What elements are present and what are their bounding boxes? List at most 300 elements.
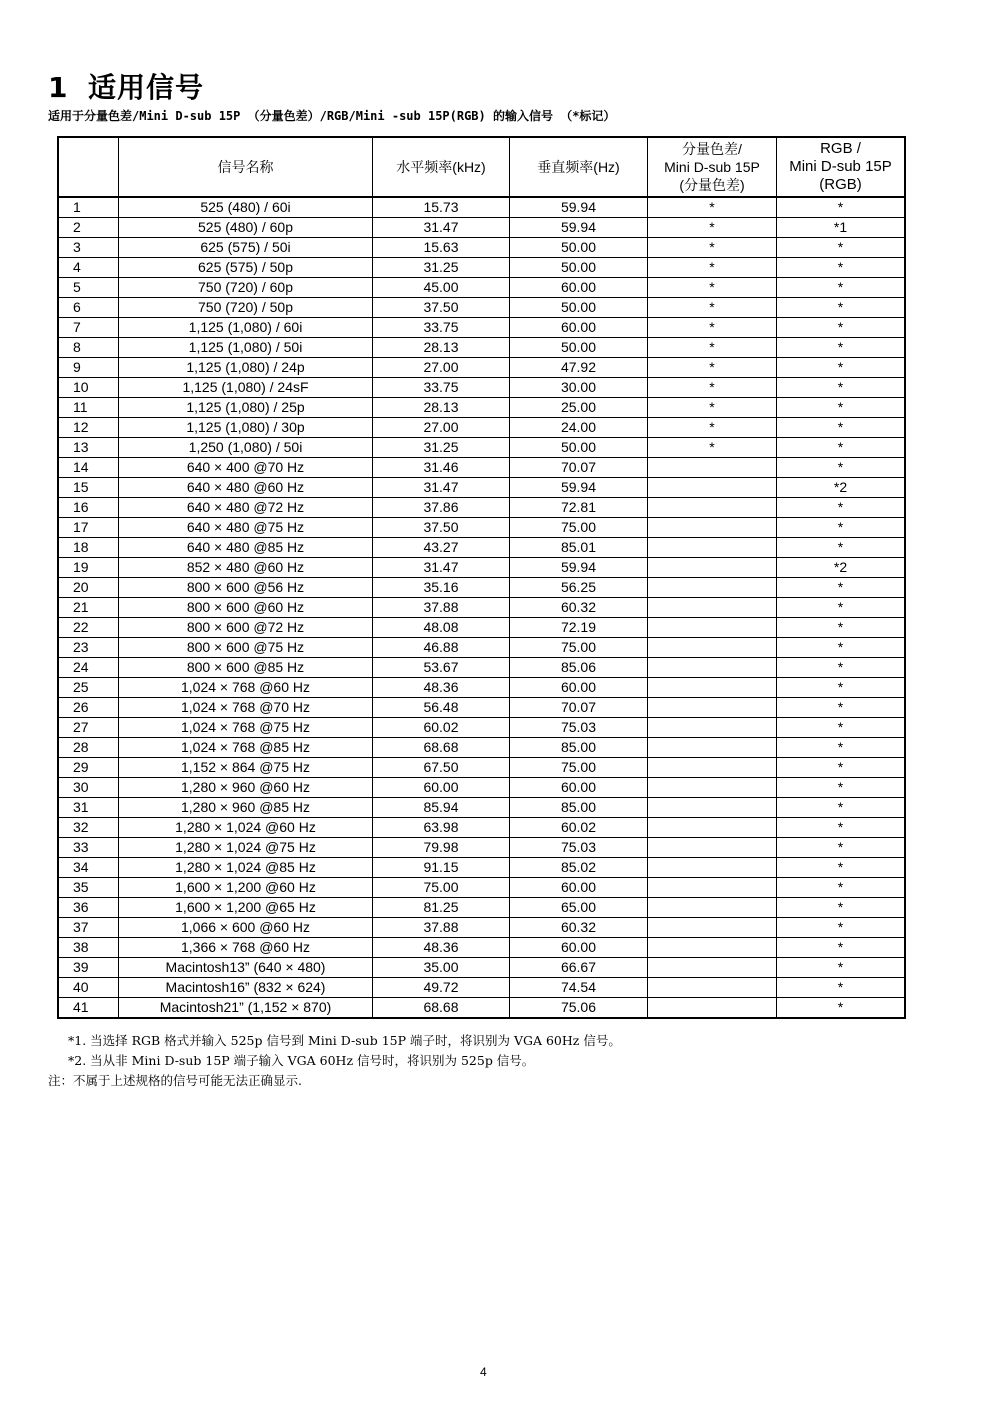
cell-h-freq: 37.88 — [373, 918, 510, 938]
cell-v-freq: 75.03 — [510, 838, 648, 858]
table-row — [58, 758, 905, 778]
cell-rgb: * — [777, 618, 906, 638]
footnotes — [48, 1031, 621, 1091]
table-row — [58, 238, 905, 258]
cell-h-freq: 31.47 — [373, 478, 510, 498]
cell-signal-name: Macintosh13” (640 × 480) — [119, 958, 373, 978]
cell-component: * — [648, 298, 777, 318]
cell-rgb: * — [777, 438, 906, 458]
cell-signal-name: 1,600 × 1,200 @60 Hz — [119, 878, 373, 898]
cell-rgb: * — [777, 798, 906, 818]
cell-component: * — [648, 318, 777, 338]
cell-component: * — [648, 338, 777, 358]
cell-no: 37 — [58, 918, 119, 938]
cell-rgb: * — [777, 718, 906, 738]
cell-h-freq: 68.68 — [373, 998, 510, 1019]
cell-no: 22 — [58, 618, 119, 638]
cell-signal-name: 640 × 480 @75 Hz — [119, 518, 373, 538]
cell-component — [648, 858, 777, 878]
cell-component — [648, 838, 777, 858]
cell-v-freq: 50.00 — [510, 338, 648, 358]
cell-component — [648, 798, 777, 818]
cell-component — [648, 678, 777, 698]
cell-v-freq: 59.94 — [510, 558, 648, 578]
table-row — [58, 338, 905, 358]
cell-component — [648, 638, 777, 658]
cell-h-freq: 27.00 — [373, 358, 510, 378]
cell-component — [648, 538, 777, 558]
cell-no: 39 — [58, 958, 119, 978]
cell-component — [648, 878, 777, 898]
cell-no: 19 — [58, 558, 119, 578]
cell-v-freq: 70.07 — [510, 458, 648, 478]
cell-no: 30 — [58, 778, 119, 798]
cell-h-freq: 31.25 — [373, 258, 510, 278]
cell-v-freq: 85.00 — [510, 798, 648, 818]
cell-h-freq: 15.73 — [373, 197, 510, 218]
cell-h-freq: 28.13 — [373, 338, 510, 358]
page-title — [48, 66, 204, 106]
cell-v-freq: 59.94 — [510, 197, 648, 218]
cell-signal-name: 625 (575) / 50p — [119, 258, 373, 278]
cell-signal-name: 1,250 (1,080) / 50i — [119, 438, 373, 458]
cell-h-freq: 48.36 — [373, 938, 510, 958]
table-row — [58, 718, 905, 738]
cell-signal-name: 1,024 × 768 @85 Hz — [119, 738, 373, 758]
cell-h-freq: 67.50 — [373, 758, 510, 778]
table-row — [58, 418, 905, 438]
cell-v-freq: 66.67 — [510, 958, 648, 978]
cell-v-freq: 24.00 — [510, 418, 648, 438]
cell-rgb: * — [777, 318, 906, 338]
header-h-freq: 水平频率(kHz) — [373, 137, 510, 197]
cell-signal-name: 1,125 (1,080) / 25p — [119, 398, 373, 418]
cell-component: * — [648, 378, 777, 398]
cell-no: 32 — [58, 818, 119, 838]
cell-v-freq: 65.00 — [510, 898, 648, 918]
cell-signal-name: 1,024 × 768 @70 Hz — [119, 698, 373, 718]
cell-no: 33 — [58, 838, 119, 858]
cell-signal-name: 1,125 (1,080) / 50i — [119, 338, 373, 358]
cell-h-freq: 79.98 — [373, 838, 510, 858]
cell-component — [648, 778, 777, 798]
cell-v-freq: 30.00 — [510, 378, 648, 398]
cell-v-freq: 85.01 — [510, 538, 648, 558]
cell-h-freq: 49.72 — [373, 978, 510, 998]
cell-component — [648, 758, 777, 778]
cell-no: 26 — [58, 698, 119, 718]
cell-no: 24 — [58, 658, 119, 678]
cell-no: 34 — [58, 858, 119, 878]
cell-component — [648, 558, 777, 578]
cell-h-freq: 15.63 — [373, 238, 510, 258]
cell-v-freq: 60.00 — [510, 318, 648, 338]
cell-no: 14 — [58, 458, 119, 478]
cell-component: * — [648, 418, 777, 438]
cell-v-freq: 60.32 — [510, 598, 648, 618]
cell-h-freq: 33.75 — [373, 318, 510, 338]
table-row — [58, 578, 905, 598]
cell-v-freq: 47.92 — [510, 358, 648, 378]
cell-rgb: *1 — [777, 218, 906, 238]
cell-no: 38 — [58, 938, 119, 958]
cell-h-freq: 75.00 — [373, 878, 510, 898]
cell-h-freq: 63.98 — [373, 818, 510, 838]
cell-v-freq: 85.02 — [510, 858, 648, 878]
cell-component: * — [648, 398, 777, 418]
table-row — [58, 518, 905, 538]
cell-h-freq: 33.75 — [373, 378, 510, 398]
cell-rgb: * — [777, 758, 906, 778]
cell-h-freq: 31.25 — [373, 438, 510, 458]
cell-v-freq: 59.94 — [510, 478, 648, 498]
cell-rgb: * — [777, 398, 906, 418]
cell-component — [648, 498, 777, 518]
cell-signal-name: Macintosh21” (1,152 × 870) — [119, 998, 373, 1019]
cell-component — [648, 738, 777, 758]
cell-signal-name: 1,066 × 600 @60 Hz — [119, 918, 373, 938]
cell-no: 17 — [58, 518, 119, 538]
cell-rgb: * — [777, 278, 906, 298]
cell-no: 36 — [58, 898, 119, 918]
cell-signal-name: 640 × 480 @72 Hz — [119, 498, 373, 518]
footnote-2: *2. 当从非 Mini D-sub 15P 端子输入 VGA 60Hz 信号时，将识别为 525p 信号。 — [68, 1053, 535, 1068]
cell-signal-name: 1,125 (1,080) / 30p — [119, 418, 373, 438]
table-row — [58, 378, 905, 398]
signal-table — [57, 136, 906, 1019]
table-row — [58, 938, 905, 958]
cell-no: 10 — [58, 378, 119, 398]
cell-rgb: * — [777, 498, 906, 518]
cell-h-freq: 91.15 — [373, 858, 510, 878]
cell-rgb: * — [777, 878, 906, 898]
cell-h-freq: 81.25 — [373, 898, 510, 918]
table-row — [58, 838, 905, 858]
cell-rgb: * — [777, 258, 906, 278]
cell-no: 21 — [58, 598, 119, 618]
header-rgb-line1: RGB / — [820, 140, 861, 157]
cell-no: 7 — [58, 318, 119, 338]
cell-rgb: * — [777, 358, 906, 378]
cell-no: 13 — [58, 438, 119, 458]
cell-component — [648, 938, 777, 958]
cell-signal-name: 1,152 × 864 @75 Hz — [119, 758, 373, 778]
page-subtitle: 适用于分量色差/Mini D-sub 15P （分量色差）/RGB/Mini -sub 15P(RGB) 的输入信号 （*标记） — [48, 109, 616, 123]
table-row — [58, 478, 905, 498]
cell-component: * — [648, 278, 777, 298]
cell-no: 16 — [58, 498, 119, 518]
cell-h-freq: 48.36 — [373, 678, 510, 698]
table-row — [58, 598, 905, 618]
cell-signal-name: 800 × 600 @75 Hz — [119, 638, 373, 658]
cell-h-freq: 37.86 — [373, 498, 510, 518]
cell-rgb: * — [777, 678, 906, 698]
cell-signal-name: 625 (575) / 50i — [119, 238, 373, 258]
cell-signal-name: 640 × 480 @60 Hz — [119, 478, 373, 498]
cell-rgb: * — [777, 978, 906, 998]
cell-v-freq: 75.00 — [510, 518, 648, 538]
cell-no: 20 — [58, 578, 119, 598]
cell-h-freq: 28.13 — [373, 398, 510, 418]
cell-rgb: * — [777, 578, 906, 598]
cell-no: 5 — [58, 278, 119, 298]
cell-no: 4 — [58, 258, 119, 278]
cell-signal-name: 525 (480) / 60p — [119, 218, 373, 238]
cell-rgb: * — [777, 598, 906, 618]
cell-component — [648, 478, 777, 498]
cell-v-freq: 60.32 — [510, 918, 648, 938]
cell-no: 15 — [58, 478, 119, 498]
cell-signal-name: 1,600 × 1,200 @65 Hz — [119, 898, 373, 918]
cell-v-freq: 75.00 — [510, 758, 648, 778]
cell-h-freq: 85.94 — [373, 798, 510, 818]
cell-signal-name: 800 × 600 @72 Hz — [119, 618, 373, 638]
cell-component — [648, 818, 777, 838]
cell-rgb: * — [777, 938, 906, 958]
cell-component — [648, 698, 777, 718]
table-row — [58, 538, 905, 558]
table-row — [58, 618, 905, 638]
cell-rgb: * — [777, 638, 906, 658]
table-row — [58, 918, 905, 938]
cell-no: 23 — [58, 638, 119, 658]
cell-h-freq: 35.00 — [373, 958, 510, 978]
section-title: 适用信号 — [88, 71, 205, 104]
header-component-line3: (分量色差) — [679, 177, 745, 193]
table-row — [58, 878, 905, 898]
cell-component — [648, 898, 777, 918]
header-component-line2: Mini D-sub 15P — [664, 159, 760, 175]
header-rgb — [777, 137, 906, 197]
cell-rgb: * — [777, 778, 906, 798]
cell-v-freq: 74.54 — [510, 978, 648, 998]
table-row — [58, 958, 905, 978]
cell-component: * — [648, 197, 777, 218]
cell-signal-name: 640 × 400 @70 Hz — [119, 458, 373, 478]
cell-no: 11 — [58, 398, 119, 418]
cell-signal-name: 800 × 600 @56 Hz — [119, 578, 373, 598]
table-row — [58, 398, 905, 418]
cell-component — [648, 918, 777, 938]
cell-no: 2 — [58, 218, 119, 238]
cell-rgb: * — [777, 378, 906, 398]
table-row — [58, 998, 905, 1019]
cell-rgb: * — [777, 818, 906, 838]
cell-v-freq: 60.00 — [510, 278, 648, 298]
cell-v-freq: 75.00 — [510, 638, 648, 658]
cell-rgb: * — [777, 738, 906, 758]
cell-signal-name: 1,024 × 768 @60 Hz — [119, 678, 373, 698]
table-row — [58, 197, 905, 218]
cell-v-freq: 60.02 — [510, 818, 648, 838]
cell-h-freq: 35.16 — [373, 578, 510, 598]
cell-v-freq: 25.00 — [510, 398, 648, 418]
cell-rgb: * — [777, 538, 906, 558]
table-row — [58, 358, 905, 378]
cell-v-freq: 72.81 — [510, 498, 648, 518]
cell-v-freq: 50.00 — [510, 238, 648, 258]
cell-no: 12 — [58, 418, 119, 438]
cell-no: 18 — [58, 538, 119, 558]
cell-no: 6 — [58, 298, 119, 318]
cell-no: 41 — [58, 998, 119, 1019]
cell-rgb: * — [777, 898, 906, 918]
footnote-1: *1. 当选择 RGB 格式并输入 525p 信号到 Mini D-sub 15P 端子时，将识别为 VGA 60Hz 信号。 — [68, 1033, 621, 1048]
cell-component — [648, 978, 777, 998]
table-row — [58, 318, 905, 338]
cell-signal-name: 750 (720) / 50p — [119, 298, 373, 318]
table-row — [58, 738, 905, 758]
cell-h-freq: 37.50 — [373, 518, 510, 538]
cell-component — [648, 658, 777, 678]
cell-component — [648, 578, 777, 598]
cell-signal-name: Macintosh16” (832 × 624) — [119, 978, 373, 998]
cell-h-freq: 68.68 — [373, 738, 510, 758]
cell-no: 9 — [58, 358, 119, 378]
cell-signal-name: 1,125 (1,080) / 24sF — [119, 378, 373, 398]
cell-v-freq: 60.00 — [510, 878, 648, 898]
cell-h-freq: 43.27 — [373, 538, 510, 558]
section-number: 1 — [48, 71, 69, 104]
cell-h-freq: 60.00 — [373, 778, 510, 798]
cell-component: * — [648, 358, 777, 378]
table-row — [58, 778, 905, 798]
cell-no: 3 — [58, 238, 119, 258]
cell-h-freq: 31.46 — [373, 458, 510, 478]
table-row — [58, 898, 905, 918]
cell-v-freq: 56.25 — [510, 578, 648, 598]
cell-rgb: * — [777, 418, 906, 438]
cell-component — [648, 458, 777, 478]
cell-v-freq: 50.00 — [510, 258, 648, 278]
cell-rgb: * — [777, 698, 906, 718]
cell-signal-name: 1,280 × 960 @85 Hz — [119, 798, 373, 818]
cell-rgb: * — [777, 838, 906, 858]
cell-rgb: *2 — [777, 558, 906, 578]
cell-signal-name: 800 × 600 @85 Hz — [119, 658, 373, 678]
cell-h-freq: 46.88 — [373, 638, 510, 658]
cell-v-freq: 60.00 — [510, 678, 648, 698]
cell-v-freq: 70.07 — [510, 698, 648, 718]
cell-no: 25 — [58, 678, 119, 698]
cell-no: 40 — [58, 978, 119, 998]
table-header-row — [58, 137, 905, 197]
header-rgb-line3: (RGB) — [819, 176, 862, 193]
cell-h-freq: 27.00 — [373, 418, 510, 438]
cell-signal-name: 1,280 × 960 @60 Hz — [119, 778, 373, 798]
cell-rgb: * — [777, 958, 906, 978]
table-row — [58, 278, 905, 298]
cell-component: * — [648, 438, 777, 458]
table-row — [58, 258, 905, 278]
cell-component — [648, 598, 777, 618]
cell-signal-name: 525 (480) / 60i — [119, 197, 373, 218]
cell-v-freq: 75.03 — [510, 718, 648, 738]
cell-component — [648, 718, 777, 738]
cell-h-freq: 37.50 — [373, 298, 510, 318]
cell-signal-name: 1,280 × 1,024 @75 Hz — [119, 838, 373, 858]
cell-rgb: * — [777, 338, 906, 358]
header-no — [58, 137, 119, 197]
cell-h-freq: 37.88 — [373, 598, 510, 618]
cell-signal-name: 852 × 480 @60 Hz — [119, 558, 373, 578]
header-v-freq: 垂直频率(Hz) — [510, 137, 648, 197]
table-row — [58, 558, 905, 578]
cell-signal-name: 640 × 480 @85 Hz — [119, 538, 373, 558]
cell-v-freq: 75.06 — [510, 998, 648, 1019]
cell-signal-name: 1,280 × 1,024 @85 Hz — [119, 858, 373, 878]
cell-rgb: * — [777, 197, 906, 218]
header-signal-name: 信号名称 — [119, 137, 373, 197]
cell-h-freq: 45.00 — [373, 278, 510, 298]
cell-rgb: * — [777, 658, 906, 678]
cell-h-freq: 53.67 — [373, 658, 510, 678]
cell-signal-name: 1,366 × 768 @60 Hz — [119, 938, 373, 958]
cell-rgb: * — [777, 458, 906, 478]
header-component — [648, 137, 777, 197]
cell-v-freq: 85.00 — [510, 738, 648, 758]
cell-component — [648, 518, 777, 538]
cell-h-freq: 31.47 — [373, 218, 510, 238]
cell-rgb: * — [777, 298, 906, 318]
cell-rgb: *2 — [777, 478, 906, 498]
cell-h-freq: 31.47 — [373, 558, 510, 578]
cell-component: * — [648, 218, 777, 238]
table-row — [58, 858, 905, 878]
cell-component: * — [648, 238, 777, 258]
cell-v-freq: 50.00 — [510, 438, 648, 458]
cell-signal-name: 1,125 (1,080) / 24p — [119, 358, 373, 378]
table-row — [58, 698, 905, 718]
cell-no: 1 — [58, 197, 119, 218]
cell-no: 27 — [58, 718, 119, 738]
table-row — [58, 438, 905, 458]
table-row — [58, 218, 905, 238]
cell-rgb: * — [777, 518, 906, 538]
cell-no: 35 — [58, 878, 119, 898]
table-row — [58, 658, 905, 678]
cell-component — [648, 618, 777, 638]
cell-component — [648, 998, 777, 1019]
cell-h-freq: 48.08 — [373, 618, 510, 638]
cell-no: 29 — [58, 758, 119, 778]
table-row — [58, 678, 905, 698]
footnote-note: 注：不属于上述规格的信号可能无法正确显示. — [48, 1073, 302, 1088]
table-row — [58, 818, 905, 838]
header-rgb-line2: Mini D-sub 15P — [789, 158, 892, 175]
table-row — [58, 798, 905, 818]
cell-rgb: * — [777, 998, 906, 1019]
header-component-line1: 分量色差/ — [682, 141, 742, 157]
cell-h-freq: 60.02 — [373, 718, 510, 738]
cell-no: 31 — [58, 798, 119, 818]
table-row — [58, 978, 905, 998]
cell-v-freq: 72.19 — [510, 618, 648, 638]
cell-v-freq: 50.00 — [510, 298, 648, 318]
cell-v-freq: 59.94 — [510, 218, 648, 238]
table-row — [58, 458, 905, 478]
cell-rgb: * — [777, 918, 906, 938]
cell-signal-name: 750 (720) / 60p — [119, 278, 373, 298]
cell-signal-name: 1,280 × 1,024 @60 Hz — [119, 818, 373, 838]
cell-rgb: * — [777, 858, 906, 878]
cell-v-freq: 60.00 — [510, 938, 648, 958]
cell-component: * — [648, 258, 777, 278]
table-row — [58, 298, 905, 318]
cell-signal-name: 1,024 × 768 @75 Hz — [119, 718, 373, 738]
page-number: 4 — [480, 1365, 487, 1379]
cell-rgb: * — [777, 238, 906, 258]
